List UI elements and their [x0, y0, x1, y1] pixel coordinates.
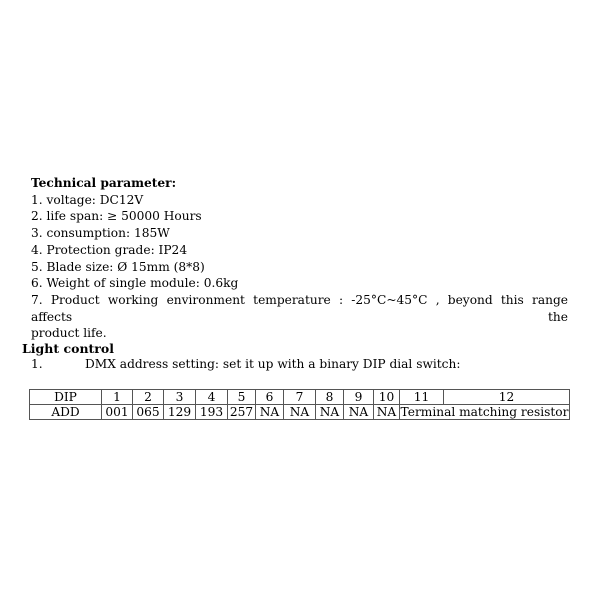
- technical-parameter-title: Technical parameter:: [31, 176, 177, 190]
- add-cell: NA: [344, 405, 374, 420]
- add-cell: 129: [164, 405, 196, 420]
- dip-header-cell: DIP: [30, 390, 102, 405]
- spec-weight: 6. Weight of single module: 0.6kg: [31, 276, 239, 291]
- add-row: [30, 405, 570, 420]
- spec-environment-temperature-cont: product life.: [31, 326, 107, 341]
- dip-cell: 10: [374, 390, 400, 405]
- dip-cell: 11: [400, 390, 444, 405]
- dip-cell: 9: [344, 390, 374, 405]
- spec-life-span: 2. life span: ≥ 50000 Hours: [31, 209, 202, 224]
- add-cell: 193: [196, 405, 228, 420]
- add-cell-terminal-resistor: Terminal matching resistor: [400, 405, 569, 419]
- add-cell: NA: [284, 405, 316, 420]
- dip-cell: 8: [316, 390, 344, 405]
- add-cell: NA: [316, 405, 344, 420]
- spec-blade-size: 5. Blade size: Ø 15mm (8*8): [31, 259, 205, 274]
- dmx-item-text: DMX address setting: set it up with a binary DIP dial switch:: [85, 357, 461, 371]
- dip-cell: 7: [284, 390, 316, 405]
- add-cell: NA: [256, 405, 284, 420]
- add-header-cell: ADD: [30, 405, 102, 420]
- add-cell: NA: [374, 405, 400, 420]
- dip-cell: 3: [164, 390, 196, 405]
- add-cell: 257: [228, 405, 256, 420]
- technical-parameter-section: [31, 175, 568, 342]
- dip-cell: 4: [196, 390, 228, 405]
- dmx-address-item: [31, 357, 460, 371]
- dip-row: [30, 390, 570, 405]
- add-cell: 065: [133, 405, 164, 420]
- add-cell: 001: [102, 405, 133, 420]
- spec-protection-grade: 4. Protection grade: IP24: [31, 242, 188, 257]
- dmx-item-number: 1.: [31, 357, 43, 371]
- dip-cell: 2: [133, 390, 164, 405]
- light-control-title: Light control: [22, 341, 114, 356]
- dip-switch-table: [29, 389, 570, 420]
- dip-cell: 6: [256, 390, 284, 405]
- dip-cell: 5: [228, 390, 256, 405]
- spec-voltage: 1. voltage: DC12V: [31, 192, 144, 207]
- spec-environment-temperature: 7. Product working environment temperature : -25°C~45°C , beyond this range affects the: [31, 292, 568, 324]
- dip-cell: 1: [102, 390, 133, 405]
- spec-consumption: 3. consumption: 185W: [31, 226, 170, 241]
- dip-cell: 12: [444, 390, 570, 405]
